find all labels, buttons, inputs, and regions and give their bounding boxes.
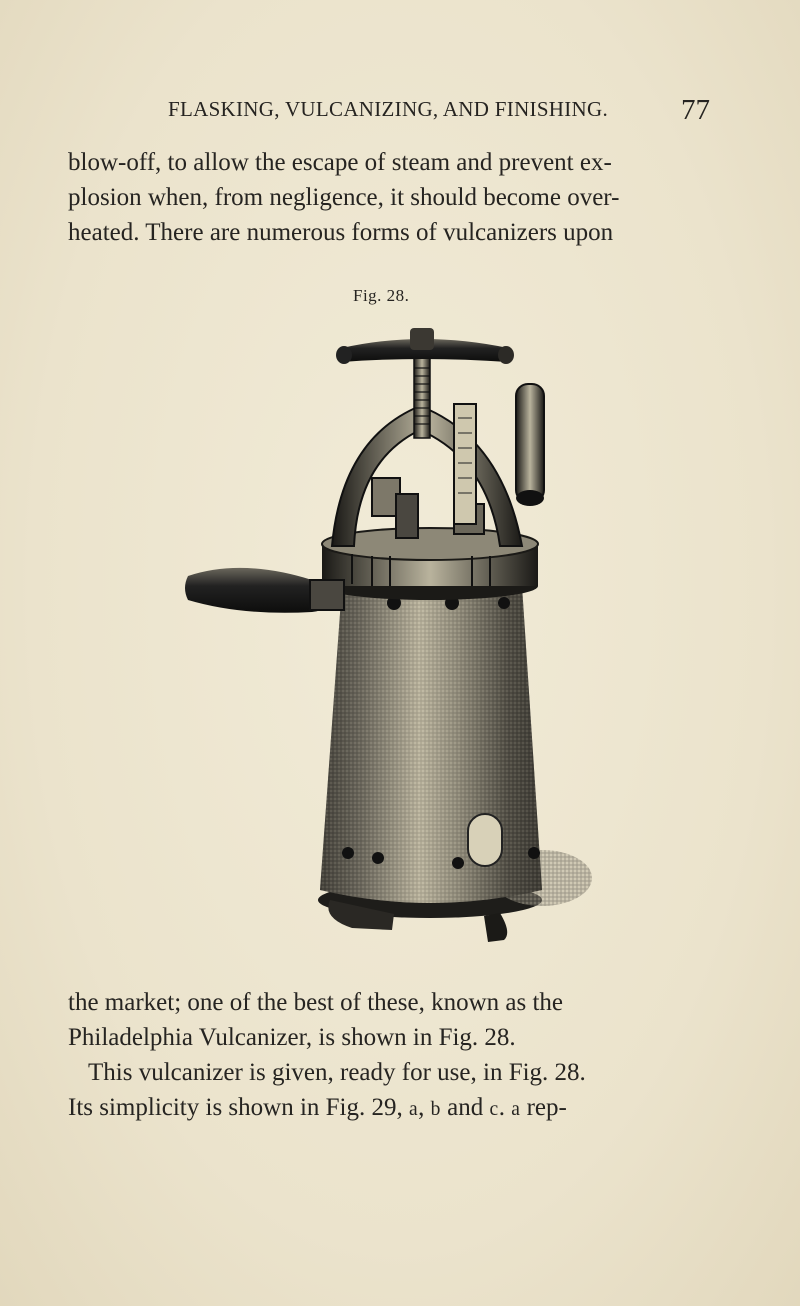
- text-line: Philadelphia Vulcanizer, is shown in Fig. 28.: [68, 1024, 516, 1051]
- small-cap-letter: a: [511, 1099, 521, 1120]
- body-text-bottom: [68, 985, 740, 1127]
- text-run: Its simplicity is shown in Fig. 29,: [68, 1094, 410, 1121]
- text-line-indented: This vulcanizer is given, ready for use, in Fig. 28.: [88, 1059, 586, 1086]
- text-line: heated. There are numerous forms of vulcanizers upon: [68, 219, 614, 246]
- running-head: FLASKING, VULCANIZING, AND FINISHING.: [168, 97, 609, 121]
- text-run: and: [440, 1094, 490, 1121]
- small-cap-letter: a: [409, 1099, 419, 1120]
- text-line: [68, 1090, 740, 1127]
- text-line: blow-off, to allow the escape of steam and prevent ex-: [68, 149, 612, 176]
- page-number: 77: [681, 94, 710, 126]
- text-run: ,: [418, 1094, 431, 1121]
- small-cap-letter: b: [430, 1099, 441, 1120]
- body-text-top: [68, 145, 740, 250]
- small-cap-letter: c: [489, 1099, 499, 1120]
- figure-caption: Fig. 28.: [353, 286, 410, 305]
- text-line: plosion when, from negligence, it should become over-: [68, 184, 620, 211]
- text-run: .: [498, 1094, 512, 1121]
- vulcanizer-illustration: [182, 318, 622, 948]
- text-run: rep-: [520, 1094, 567, 1121]
- text-line: the market; one of the best of these, known as the: [68, 989, 563, 1016]
